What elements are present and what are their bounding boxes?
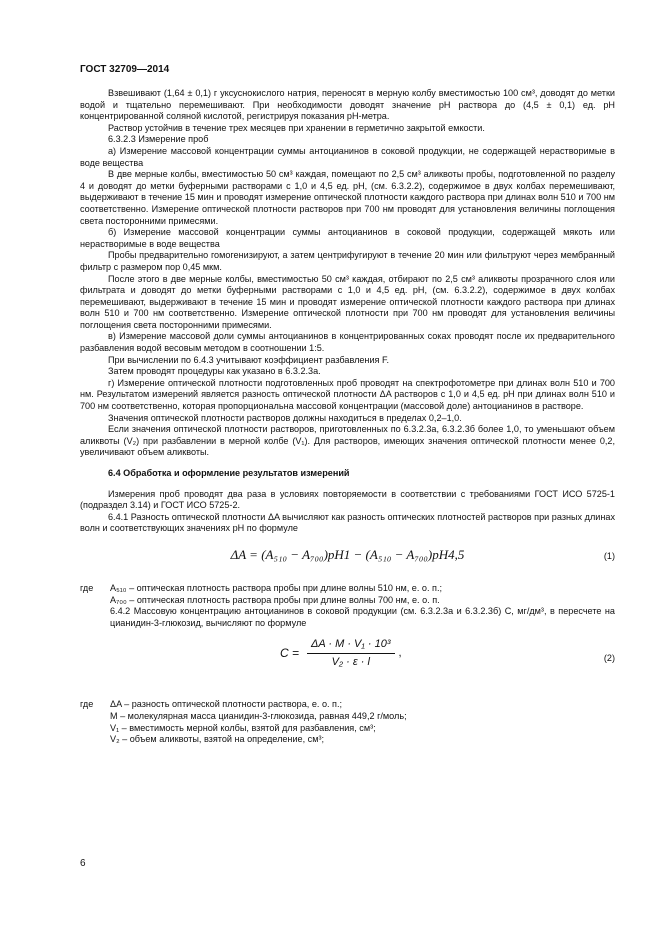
- paragraph: г) Измерение оптической плотности подготовленных проб проводят на спектрофотометре при длинах волн 510 и 700 нм. Результатом измерений является разность оптической плотности ΔA растворов с 1,0 и 4,5 ед. pH при длинах волн 510 и 700 нм соответственно, которая пропорциональна массовой концентрации (массовой доле) антоцианинов в растворе.: [80, 377, 615, 412]
- where-label: где: [80, 582, 94, 593]
- formula-2-lhs: C =: [280, 646, 300, 661]
- paragraph: Если значения оптической плотности растворов, приготовленных по 6.3.2.3а, 6.3.2.3б более 1,0, то уменьшают объем аликвоты (V₂) при разбавлении в мерной колбе (V₁). Для растворов, имеющих значения оптической плотности менее 0,2, увеличивают объем аликвоты.: [80, 424, 615, 458]
- formula-1-expression: ΔA = (A₅₁₀ − A₇₀₀)pH1 − (A₅₁₀ − A₇₀₀)pH4,5: [230, 546, 465, 562]
- paragraph: Пробы предварительно гомогенизируют, а затем центрифугируют в течение 20 мин или фильтруют через мембранный фильтр с размером пор 0,45 мкм.: [80, 250, 615, 272]
- page-header: ГОСТ 32709—2014: [80, 64, 170, 75]
- paragraph: В две мерные колбы, вместимостью 50 см³ каждая, помещают по 2,5 см³ аликвоты пробы, подготовленной по разделу 4 и доводят до метки буферными растворами с 1,0 и 4,5 ед. pH, (см. 6.3.2.2), содержимое в двух колбах перемешивают, выдерживают в течение 15 мин и проводят измерение оптической плотности каждого раствора при длинах волн 510 и 700 нм соответственно. Измерение оптической плотности растворов при 700 нм проводят для установления величины поглощения света посторонними примесями.: [80, 169, 615, 226]
- formula-2: [80, 635, 615, 689]
- paragraph: 6.4.2 Массовую концентрацию антоцианинов в соковой продукции (см. 6.3.2.3а и 6.3.2.3б) C, мг/дм³, в пересчете на цианидин-3-глюкозид, вычисляют по формуле: [110, 606, 615, 628]
- formula-2-denominator: V₂ · ε · l: [331, 655, 370, 668]
- paragraph: в) Измерение массовой доли суммы антоцианинов в концентрированных соках проводят после их предварительного разбавления водой весовым методом в соотношении 1:5.: [80, 331, 615, 354]
- formula-2-number: (2): [603, 653, 615, 664]
- formula-2-tail: ,: [398, 647, 402, 660]
- where-item: A₅₁₀ – оптическая плотность раствора пробы при длине волны 510 нм, е. о. п.;: [110, 582, 443, 593]
- where-item: V₂ – объем аликвоты, взятой на определение, см³;: [110, 734, 324, 745]
- formula-1-number: (1): [603, 550, 615, 561]
- where-block-1: [80, 583, 615, 606]
- subsection-heading: 6.3.2.3 Измерение проб: [108, 134, 209, 145]
- where-item: ΔA – разность оптической плотности раствора, е. о. п.;: [110, 699, 343, 710]
- paragraph: б) Измерение массовой концентрации суммы антоцианинов в соковой продукции, содержащей мякоть или нерастворимые в воде вещества: [80, 227, 615, 249]
- paragraph: Затем проводят процедуры как указано в 6.3.2.3а.: [108, 366, 321, 377]
- document-body: [80, 88, 615, 746]
- formula-2-numerator: ΔA · M · V₁ · 10³: [307, 639, 395, 654]
- paragraph: После этого в две мерные колбы, вместимостью 50 см³ каждая, отбирают по 2,5 см³ аликвоты прозрачного слоя или фильтрата и доводят до метки буферными растворами с 1,0 и 4,5 ед. pH, (см. 6.3.2.2), содержимое в двух колбах перемешивают, выдерживают в течение 15 мин и проводят измерение оптической плотности каждого раствора при длинах волн 510 и 700 нм соответственно. Измерение оптической плотности при 700 нм проводят для установления величины поглощения света посторонними примесями.: [80, 273, 615, 330]
- where-label: где: [80, 699, 94, 710]
- paragraph: а) Измерение массовой концентрации суммы антоцианинов в соковой продукции, не содержащей нерастворимые в воде вещества: [80, 145, 615, 168]
- formula-1: [80, 543, 615, 575]
- paragraph: Взвешивают (1,64 ± 0,1) г уксуснокислого натрия, переносят в мерную колбу вместимостью 100 см³, доводят до метки водой и тщательно перемешивают. При необходимости доводят значение pH раствора до (4,5 ± 0,1) ед. pH концентрированной соляной кислотой, регистрируя показания pH-метра.: [80, 88, 615, 122]
- section-title: 6.4 Обработка и оформление результатов измерений: [108, 468, 350, 478]
- where-block-2: [80, 699, 615, 745]
- where-item: M – молекулярная масса цианидин-3-глюкозида, равная 449,2 г/моль;: [110, 710, 407, 721]
- paragraph: 6.4.1 Разность оптической плотности ΔA вычисляют как разность оптических плотностей растворов при разных длинах волн и соответствующих значениях pH по формуле: [80, 511, 615, 534]
- where-item: A₇₀₀ – оптическая плотность раствора пробы при длине волны 700 нм, е. о. п.: [110, 594, 440, 605]
- paragraph: Измерения проб проводят два раза в условиях повторяемости в соответствии с требованиями ГОСТ ИСО 5725-1 (подраздел 3.14) и ГОСТ ИСО 5725-2.: [80, 488, 615, 511]
- formula-2-fraction: [307, 639, 395, 668]
- paragraph: Раствор устойчив в течение трех месяцев при хранении в герметично закрытой емкости.: [108, 122, 485, 133]
- paragraph: Значения оптической плотности растворов должны находиться в пределах 0,2–1,0.: [108, 412, 462, 423]
- page-number: 6: [80, 858, 86, 869]
- paragraph: При вычислении по 6.4.3 учитывают коэффициент разбавления F.: [108, 354, 390, 365]
- where-item: V₁ – вместимость мерной колбы, взятой для разбавления, см³;: [110, 722, 376, 733]
